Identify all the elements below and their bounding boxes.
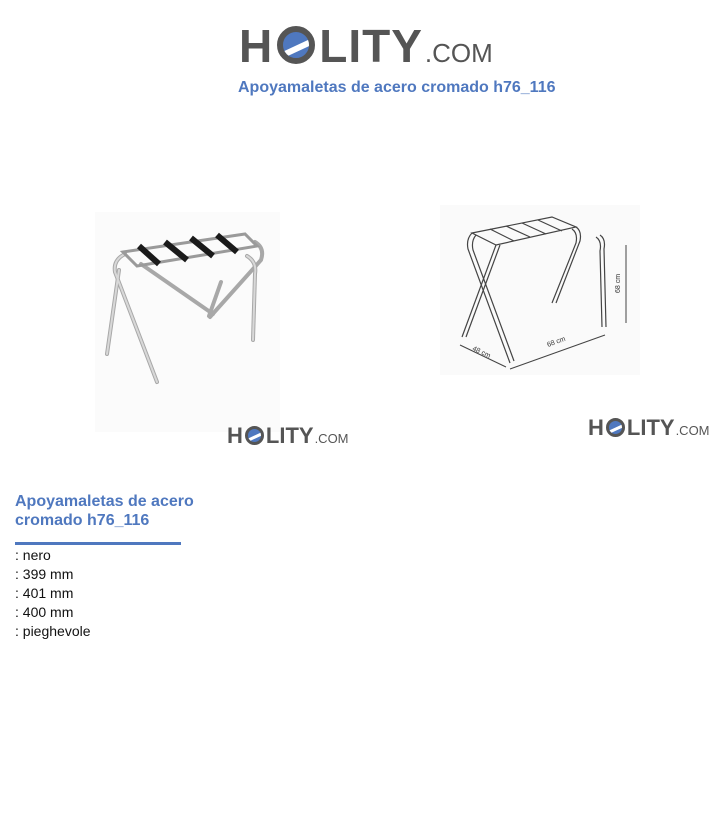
height-label: 68 cm	[615, 273, 622, 293]
logo-o-mark	[277, 26, 315, 64]
page-title: Apoyamaletas de acero cromado h76_116	[238, 79, 556, 96]
width-label: 48 cm	[471, 345, 492, 360]
holity-logo-small: H LITY .COM	[588, 415, 710, 440]
product-photo	[95, 212, 280, 432]
holity-logo-small: H LITY .COM	[227, 423, 349, 448]
holity-logo[interactable]: H LITY .COM	[239, 20, 493, 72]
depth-label: 68 cm	[546, 335, 567, 349]
title-divider	[15, 542, 181, 545]
logo-o-mark	[245, 426, 264, 445]
product-title: Apoyamaletas de acero cromado h76_116	[15, 493, 194, 529]
spec-item: : 401 mm	[15, 585, 74, 601]
dimension-sketch	[440, 205, 640, 375]
spec-item: : 399 mm	[15, 566, 74, 582]
spec-item: : 400 mm	[15, 604, 74, 620]
spec-item: : pieghevole	[15, 623, 91, 639]
spec-list	[15, 546, 91, 641]
logo-o-mark	[606, 418, 625, 437]
spec-item: : nero	[15, 547, 51, 563]
